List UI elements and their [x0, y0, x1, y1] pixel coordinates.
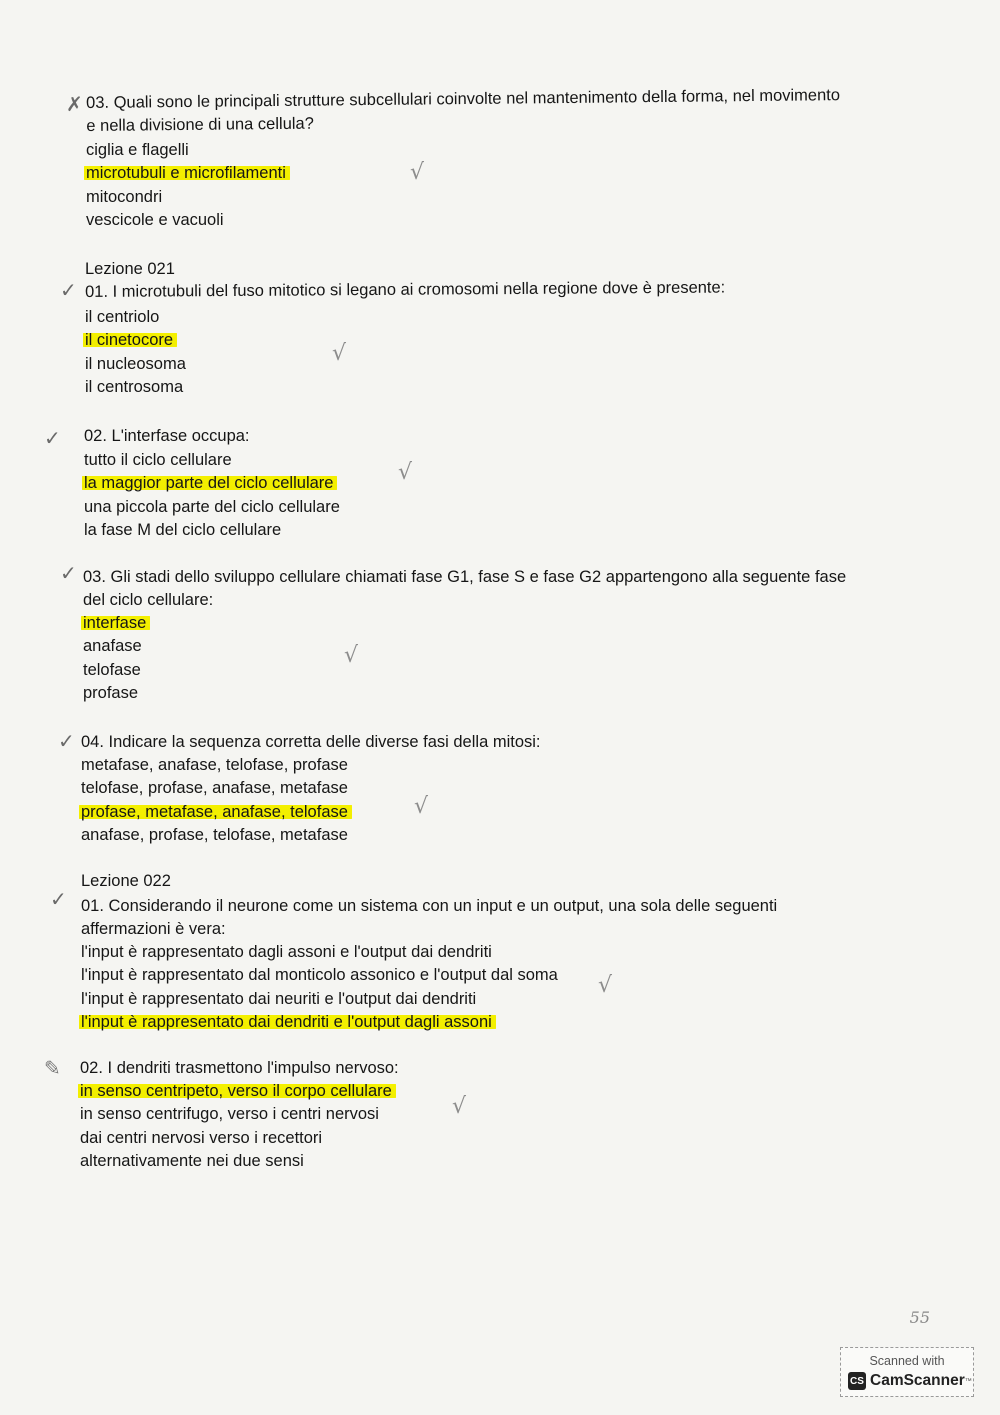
check-mark-icon: √ — [410, 160, 425, 185]
option: l'input è rappresentato dagli assoni e l'output dai dendriti — [81, 943, 492, 961]
lesson-title: Lezione 022 — [81, 872, 171, 890]
check-mark-icon: ✓ — [58, 729, 75, 753]
question-text: 03. Quali sono le principali strutture subcellulari coinvolte nel mantenimento della forma, nel movimento — [86, 86, 841, 112]
question-text: 02. L'interfase occupa: — [84, 427, 250, 445]
option-correct-highlighted: profase, metafase, anafase, telofase — [79, 803, 352, 821]
wrong-mark-icon: ✗ — [66, 92, 83, 116]
option-correct-highlighted: in senso centripeto, verso il corpo cellulare — [78, 1082, 396, 1100]
question-021-04 — [81, 731, 901, 754]
lesson-022-block — [81, 870, 901, 893]
option: telofase, profase, anafase, metafase — [81, 779, 348, 798]
question-03-options — [86, 139, 906, 233]
question-022-01-options — [81, 941, 901, 1035]
check-mark-icon: √ — [414, 794, 429, 819]
question-text: 01. Considerando il neurone come un sistema con un input e un output, una sola delle seguenti — [81, 897, 778, 915]
option-correct-highlighted: l'input è rappresentato dai dendriti e l'output dagli assoni — [79, 1013, 496, 1031]
question-text-line2: affermazioni è vera: — [81, 920, 226, 939]
check-mark-icon: √ — [332, 341, 347, 366]
pencil-scribble-icon: ✎ — [44, 1056, 61, 1080]
option: anafase — [83, 637, 142, 656]
option: profase — [83, 684, 139, 703]
option: telofase — [83, 660, 141, 679]
question-03-block — [86, 83, 906, 138]
check-mark-icon: ✓ — [60, 561, 77, 585]
question-022-02-options — [80, 1080, 900, 1174]
option: una piccola parte del ciclo cellulare — [84, 497, 340, 516]
option-correct-highlighted: il cinetocore — [83, 331, 177, 349]
option-correct-highlighted: la maggior parte del ciclo cellulare — [82, 474, 337, 492]
question-021-04-options — [81, 754, 901, 848]
option-correct-highlighted: microtubuli e microfilamenti — [84, 164, 290, 182]
question-text-line2: del ciclo cellulare: — [83, 591, 214, 610]
question-text: 02. I dendriti trasmettono l'impulso nervoso: — [80, 1059, 399, 1077]
option: mitocondri — [86, 187, 163, 206]
question-021-01-options — [85, 306, 905, 400]
option: la fase M del ciclo cellulare — [84, 521, 282, 540]
check-mark-icon: ✓ — [60, 278, 77, 302]
option: l'input è rappresentato dal monticolo assonico e l'output dal soma — [81, 966, 558, 985]
check-mark-icon: ✓ — [44, 426, 61, 450]
option: vescicole e vacuoli — [86, 211, 224, 230]
camscanner-logo-icon: CS — [848, 1372, 866, 1390]
question-022-01 — [81, 895, 901, 942]
option: in senso centrifugo, verso i centri nervosi — [80, 1105, 379, 1124]
option: ciglia e flagelli — [86, 141, 189, 159]
camscanner-watermark: Scanned with CS CamScanner ™ — [840, 1347, 974, 1397]
question-text: 01. I microtubuli del fuso mitotico si legano ai cromosomi nella regione dove è presente: — [85, 278, 726, 301]
option: metafase, anafase, telofase, profase — [81, 756, 348, 774]
option: il centriolo — [85, 308, 160, 326]
lesson-title: Lezione 021 — [85, 260, 175, 278]
check-mark-icon: ✓ — [50, 887, 67, 911]
scanned-with-label: Scanned with — [869, 1354, 945, 1368]
check-mark-icon: √ — [452, 1094, 467, 1119]
option: alternativamente nei due sensi — [80, 1152, 304, 1171]
option: tutto il ciclo cellulare — [84, 451, 232, 469]
check-mark-icon: √ — [598, 973, 613, 998]
question-text-line2: e nella divisione di una cellula? — [86, 115, 314, 136]
check-mark-icon: √ — [398, 460, 413, 485]
question-021-03 — [83, 566, 903, 613]
question-021-01 — [85, 275, 905, 304]
question-022-02 — [80, 1057, 900, 1080]
check-mark-icon: √ — [344, 643, 359, 668]
option: anafase, profase, telofase, metafase — [81, 826, 348, 845]
option: dai centri nervosi verso i recettori — [80, 1128, 323, 1147]
question-text: 04. Indicare la sequenza corretta delle diverse fasi della mitosi: — [81, 733, 541, 751]
option: il nucleosoma — [85, 354, 186, 373]
question-021-02-options — [84, 449, 904, 543]
question-text: 03. Gli stadi dello sviluppo cellulare chiamati fase G1, fase S e fase G2 appartengono alla seguente fase — [83, 568, 847, 586]
option-correct-highlighted: interfase — [81, 614, 150, 632]
page-number: 55 — [909, 1308, 930, 1327]
option: l'input è rappresentato dai neuriti e l'output dai dendriti — [81, 989, 477, 1008]
question-021-03-options — [83, 612, 903, 706]
question-021-02 — [84, 425, 904, 448]
option: il centrosoma — [85, 378, 184, 397]
camscanner-brand: CamScanner — [870, 1372, 965, 1389]
